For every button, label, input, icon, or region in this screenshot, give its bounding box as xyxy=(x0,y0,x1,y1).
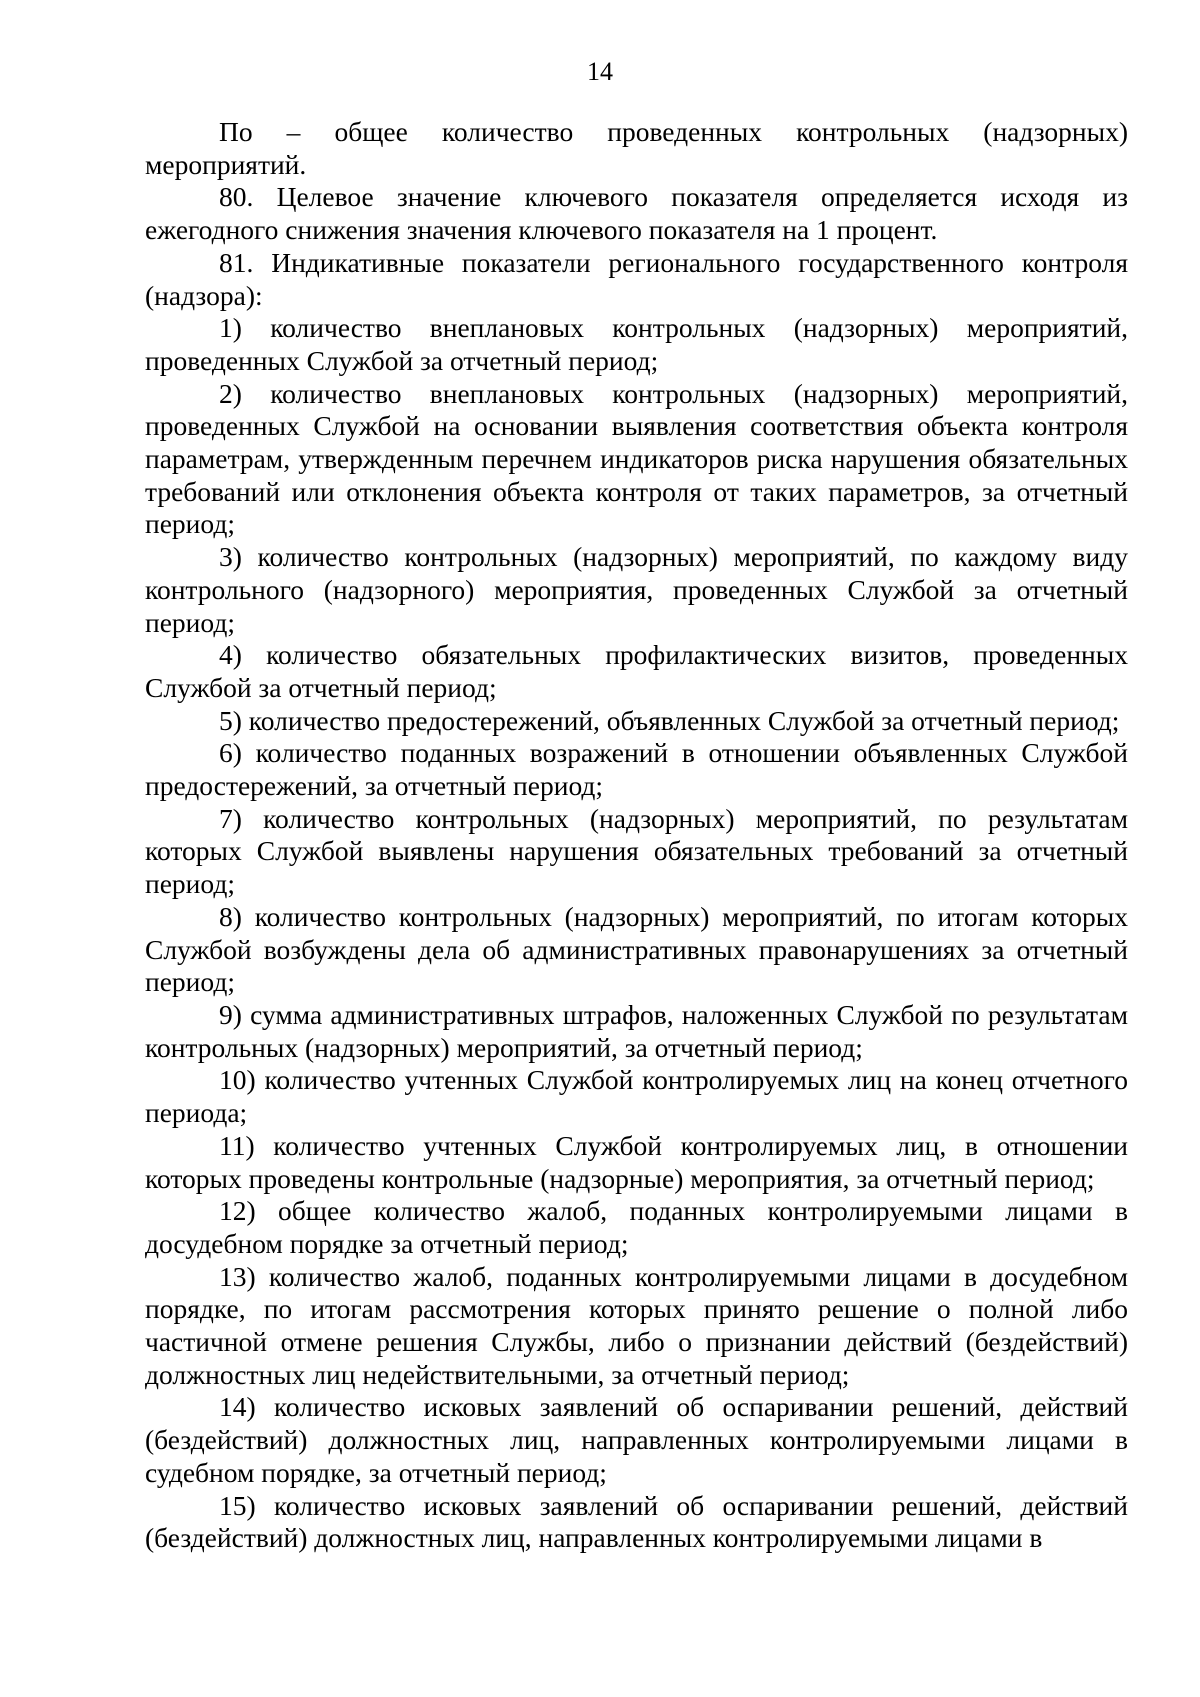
list-item-13: 13) количество жалоб, поданных контролируемыми лицами в досудебном порядке, по итогам рассмотрения которых принято решение о полной либо частичной отмене решения Службы, либо о признании действий (бездействий) должностных лиц недействительными, за отчетный период; xyxy=(145,1260,1128,1390)
list-item-14: 14) количество исковых заявлений об оспаривании решений, действий (бездействий) должностных лиц, направленных контролируемыми лицами в судебном порядке, за отчетный период; xyxy=(145,1391,1128,1488)
list-item-3: 3) количество контрольных (надзорных) мероприятий, по каждому виду контрольного (надзорного) мероприятия, проведенных Службой за отчетный период; xyxy=(145,541,1128,638)
list-item-1: 1) количество внеплановых контрольных (надзорных) мероприятий, проведенных Службой за отчетный период; xyxy=(145,312,1128,376)
list-item-9: 9) сумма административных штрафов, наложенных Службой по результатам контрольных (надзорных) мероприятий, за отчетный период; xyxy=(145,998,1128,1063)
list-item-4: 4) количество обязательных профилактических визитов, проведенных Службой за отчетный период; xyxy=(145,639,1128,703)
list-item-11: 11) количество учтенных Службой контролируемых лиц, в отношении которых проведены контрольные (надзорные) мероприятия, за отчетный период; xyxy=(145,1129,1128,1194)
page-number: 14 xyxy=(587,57,613,86)
list-item-6: 6) количество поданных возражений в отношении объявленных Службой предостережений, за отчетный период; xyxy=(145,737,1128,802)
list-item-7: 7) количество контрольных (надзорных) мероприятий, по результатам которых Службой выявлены нарушения обязательных требований за отчетный период; xyxy=(145,802,1128,900)
list-item-10: 10) количество учтенных Службой контролируемых лиц на конец отчетного периода; xyxy=(145,1064,1128,1129)
list-item-15: 15) количество исковых заявлений об оспаривании решений, действий (бездействий) должностных лиц, направленных контролируемыми лицами в xyxy=(145,1489,1128,1554)
paragraph-80: 80. Целевое значение ключевого показателя определяется исходя из ежегодного снижения значения ключевого показателя на 1 процент. xyxy=(145,181,1128,246)
list-item-12: 12) общее количество жалоб, поданных контролируемыми лицами в досудебном порядке за отчетный период; xyxy=(145,1195,1128,1259)
list-item-8: 8) количество контрольных (надзорных) мероприятий, по итогам которых Службой возбуждены дела об административных правонарушениях за отчетный период; xyxy=(145,900,1128,998)
paragraph-po-definition: По – общее количество проведенных контрольных (надзорных) мероприятий. xyxy=(145,116,1128,180)
document-body xyxy=(145,116,1128,1555)
list-item-5: 5) количество предостережений, объявленных Службой за отчетный период; xyxy=(219,704,1120,736)
paragraph-81: 81. Индикативные показатели регионального государственного контроля (надзора): xyxy=(145,246,1128,311)
list-item-2: 2) количество внеплановых контрольных (надзорных) мероприятий, проведенных Службой на основании выявления соответствия объекта контроля параметрам, утвержденным перечнем индикаторов риска нарушения обязательных требований или отклонения объекта контроля от таких параметров, за отчетный период; xyxy=(145,377,1128,540)
